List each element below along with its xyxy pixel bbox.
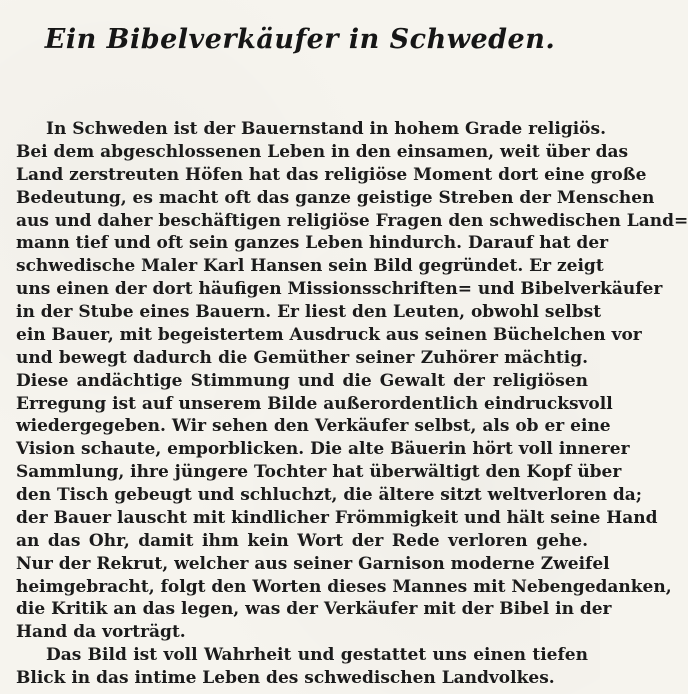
paragraph-1-line-7: schwedische Maler Karl Hansen sein Bild gegründet. Er zeigt	[16, 256, 604, 277]
paragraph-1-line-18: der Bauer lauscht mit kindlicher Frömmigkeit und hält seine Hand	[16, 507, 658, 528]
paragraph-1-line-15: Vision schaute, emporblicken. Die alte Bäuerin hört voll innerer	[16, 439, 630, 460]
paragraph-2-line-2: Blick in das intime Leben des schwedischen Landvolkes.	[16, 668, 555, 689]
paragraph-1-line-4: Bedeutung, es macht oft das ganze geistige Streben der Menschen	[16, 187, 655, 208]
paragraph-1-line-9: in der Stube eines Bauern. Er liest den Leuten, obwohl selbst	[16, 302, 602, 323]
article-title: Ein Bibelverkäufer in Schweden.	[44, 24, 556, 55]
paragraph-1-line-6: mann tief und oft sein ganzes Leben hindurch. Darauf hat der	[16, 233, 609, 254]
paragraph-1-line-11: und bewegt dadurch die Gemüther seiner Zuhörer mächtig.	[16, 347, 588, 368]
paragraph-2-line-1: Das Bild ist voll Wahrheit und gestattet uns einen tiefen	[46, 645, 588, 666]
paragraph-1-line-12: Diese andächtige Stimmung und die Gewalt der religiösen	[16, 370, 588, 391]
paragraph-1-line-20: Nur der Rekrut, welcher aus seiner Garnison moderne Zweifel	[16, 553, 610, 574]
paragraph-1-line-1: In Schweden ist der Bauernstand in hohem Grade religiös.	[46, 119, 606, 139]
paragraph-1-line-17: den Tisch gebeugt und schluchzt, die ältere sitzt weltverloren da;	[16, 485, 643, 506]
paragraph-1-line-5: aus und daher beschäftigen religiöse Fragen den schwedischen Land=	[16, 210, 688, 231]
paragraph-1-line-16: Sammlung, ihre jüngere Tochter hat überwältigt den Kopf über	[16, 462, 622, 483]
paragraph-1-line-22: die Kritik an das legen, was der Verkäufer mit der Bibel in der	[16, 599, 612, 620]
paragraph-1-line-10: ein Bauer, mit begeistertem Ausdruck aus seinen Büchelchen vor	[16, 324, 642, 345]
paragraph-1-line-19: an das Ohr, damit ihm kein Wort der Rede verloren gehe.	[16, 530, 588, 551]
paragraph-1-line-23: Hand da vorträgt.	[16, 622, 186, 643]
paragraph-1-line-21: heimgebracht, folgt den Worten dieses Mannes mit Nebengedanken,	[16, 576, 672, 597]
paragraph-1-line-14: wiedergegeben. Wir sehen den Verkäufer selbst, als ob er eine	[16, 416, 611, 437]
paragraph-1-line-2: Bei dem abgeschlossenen Leben in den einsamen, weit über das	[16, 141, 629, 162]
paragraph-1-line-13: Erregung ist auf unserem Bilde außerordentlich eindrucksvoll	[16, 393, 613, 414]
paragraph-1-line-8: uns einen der dort häufigen Missionsschriften= und Bibelverkäufer	[16, 279, 663, 300]
paragraph-1-line-3: Land zerstreuten Höfen hat das religiöse Moment dort eine große	[16, 164, 647, 185]
